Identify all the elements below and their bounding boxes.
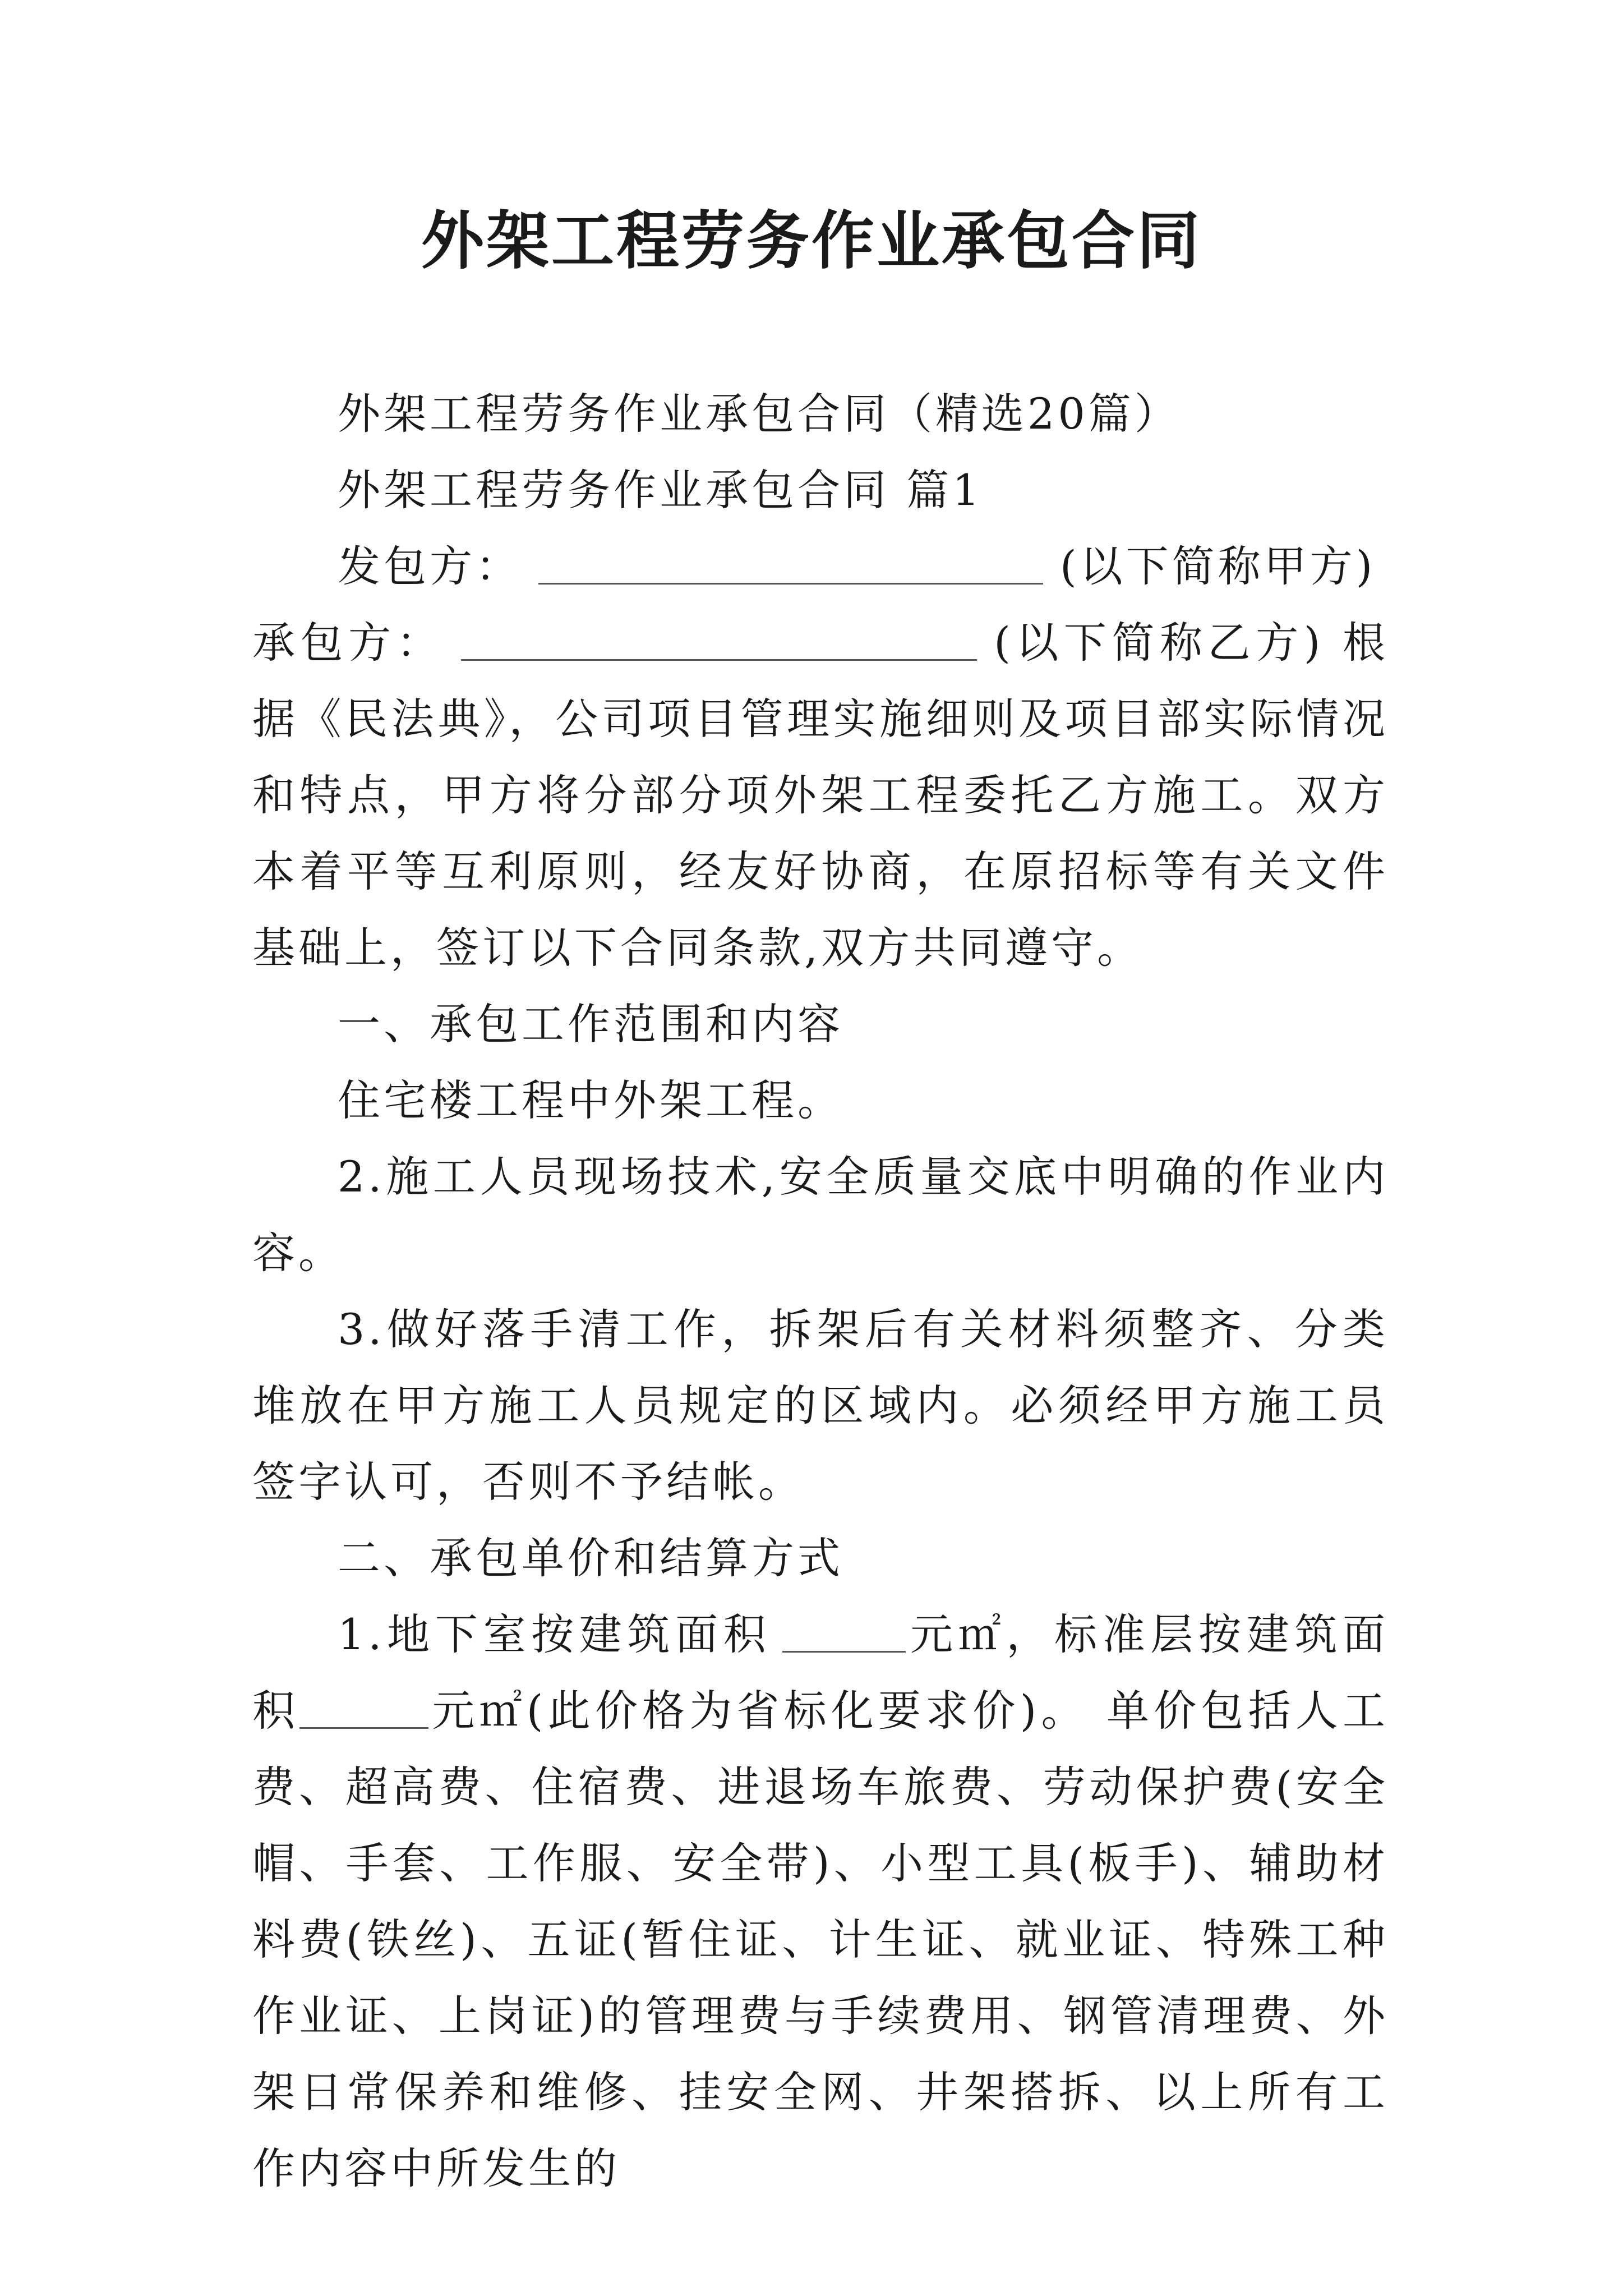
pricing-item-1-prefix: 1.地下室按建筑面积 — [338, 1609, 772, 1659]
party-a-suffix: (以下简称甲方) — [1060, 541, 1376, 591]
standard-floor-price-blank-field — [299, 1685, 428, 1729]
document-body — [252, 376, 1389, 2207]
section-title: 外架工程劳务作业承包合同 篇1 — [338, 465, 983, 515]
basement-price-blank-field — [782, 1608, 906, 1653]
scope-item-3: 3.做好落手清工作，拆架后有关材料须整齐、分类堆放在甲方施工人员规定的区域内。必须经甲方施工员签字认可，否则不予结帐。 — [252, 1304, 1389, 1507]
pricing-item-1-suffix: 元㎡(此价格为省标化要求价)。 单价包括人工费、超高费、住宿费、进退场车旅费、劳动保护费(安全帽、手套、工作服、安全带)、小型工具(板手)、辅助材料费(铁丝)、五证(暂住证、计生证、就业证、特殊工种作业证、上岗证)的管理费与手续费用、钢管清理费、外架日常保养和维修、挂安全网、井架搭拆、以上所有工作内容中所发生的 — [252, 1686, 1389, 2193]
heading-pricing: 二、承包单价和结算方式 — [338, 1533, 843, 1583]
party-a-line — [252, 528, 1389, 605]
subtitle: 外架工程劳务作业承包合同（精选20篇） — [338, 389, 1181, 439]
party-b-blank-field — [461, 616, 977, 661]
party-b-label: 承包方： — [252, 618, 445, 668]
scope-item-2: 2.施工人员现场技术,安全质量交底中明确的作业内容。 — [252, 1152, 1389, 1278]
party-a-blank-field — [538, 540, 1043, 585]
pricing-item-1 — [252, 1596, 1389, 2207]
party-a-label: 发包方： — [338, 541, 522, 591]
document-title: 外架工程劳务作业承包合同 — [421, 204, 1202, 278]
scope-item-1: 住宅楼工程中外架工程。 — [338, 1075, 843, 1125]
pricing-item-1-mid: 元㎡，标准层按建筑面积 — [252, 1609, 1389, 1736]
heading-scope: 一、承包工作范围和内容 — [338, 999, 843, 1049]
party-b-text: (以下简称乙方) 根据《民法典》，公司项目管理实施细则及项目部实际情况和特点，甲方将分部分项外架工程委托乙方施工。双方本着平等互利原则，经友好协商，在原招标等有关文件基础上，签订以下合同条款,双方共同遵守。 — [252, 618, 1389, 973]
party-b-paragraph — [252, 605, 1389, 986]
